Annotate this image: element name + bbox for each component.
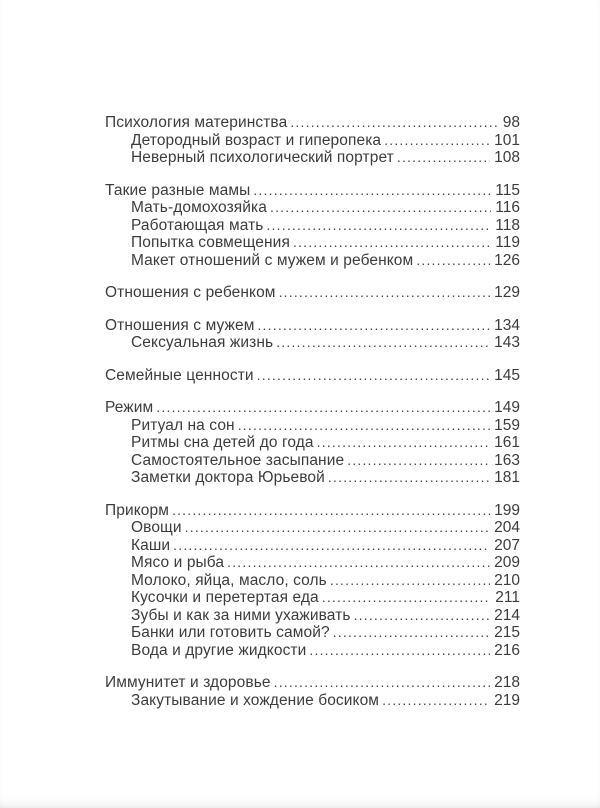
toc-leader-dots (328, 469, 490, 487)
toc-entry (105, 114, 520, 132)
toc-leader-dots (185, 519, 490, 537)
toc-entry-title: Макет отношений с мужем и ребенком (131, 251, 414, 269)
toc-entry (105, 317, 520, 335)
toc-section (105, 284, 520, 302)
toc-entry-page-number: 159 (494, 416, 520, 434)
toc-entry-page-number: 98 (502, 114, 520, 131)
toc-entry-page-number: 108 (494, 149, 520, 166)
toc-leader-dots (257, 367, 490, 385)
toc-entry (105, 502, 520, 520)
toc-leader-dots (156, 399, 490, 417)
toc-entry-title: Зубы и как за ними ухаживать (131, 606, 351, 624)
toc-leader-dots (384, 132, 490, 150)
toc-entry-page-number: 163 (494, 451, 520, 469)
toc-entry (105, 252, 520, 270)
toc-entry-page-number: 116 (495, 199, 520, 216)
toc-entry-title: Отношения с мужем (105, 316, 255, 334)
toc-leader-dots (354, 607, 491, 625)
toc-entry-title: Ритуал на сон (131, 416, 235, 434)
toc-entry-title: Банки или готовить самой? (131, 624, 330, 641)
toc-leader-dots (347, 452, 490, 470)
toc-entry-page-number: 214 (494, 606, 520, 624)
toc-entry-page-number: 209 (494, 554, 520, 571)
toc-entry-title: Неверный психологический портрет (131, 149, 394, 166)
toc-leader-dots (382, 692, 490, 710)
toc-entry-page-number: 101 (494, 131, 520, 149)
toc-entry (105, 217, 520, 235)
toc-entry (105, 452, 520, 470)
toc-entry-page-number: 143 (494, 334, 520, 351)
toc-entry-page-number: 211 (495, 589, 520, 606)
toc-entry-title: Психология материнства (105, 114, 288, 131)
toc-section (105, 502, 520, 660)
toc-section (105, 674, 520, 709)
toc-leader-dots (274, 674, 491, 692)
toc-entry (105, 234, 520, 252)
toc-entry-page-number: 199 (494, 501, 520, 519)
toc-entry-title: Попытка совмещения (131, 234, 290, 251)
toc-entry (105, 572, 520, 590)
toc-entry (105, 417, 520, 435)
toc-entry (105, 399, 520, 417)
toc-entry (105, 149, 520, 167)
toc-entry-page-number: 215 (494, 624, 520, 641)
toc-leader-dots (253, 182, 491, 200)
toc-entry-page-number: 118 (495, 216, 520, 234)
toc-entry-title: Мясо и рыба (131, 554, 225, 571)
toc-entry-page-number: 129 (494, 284, 520, 301)
toc-leader-dots (317, 434, 491, 452)
toc-entry-title: Закутывание и хождение босиком (131, 691, 380, 709)
toc-entry-title: Прикорм (105, 501, 169, 519)
toc-entry-page-number: 161 (494, 434, 520, 451)
toc-entry-page-number: 210 (494, 571, 520, 589)
toc-leader-dots (293, 234, 491, 252)
toc-entry-title: Кусочки и перетертая еда (131, 589, 319, 606)
toc-entry-page-number: 126 (494, 251, 520, 269)
toc-leader-dots (322, 589, 492, 607)
toc-leader-dots (173, 537, 490, 555)
toc-section (105, 317, 520, 352)
toc-section (105, 114, 520, 167)
toc-entry-title: Детородный возраст и гиперопека (131, 131, 382, 149)
toc-entry-page-number: 145 (494, 366, 520, 384)
toc-entry (105, 367, 520, 385)
toc-entry (105, 537, 520, 555)
toc-leader-dots (397, 149, 490, 167)
toc-section (105, 182, 520, 270)
toc-leader-dots (309, 642, 490, 660)
toc-leader-dots (227, 554, 490, 572)
toc-entry (105, 132, 520, 150)
toc-entry-title: Ритмы сна детей до года (131, 434, 314, 451)
toc-entry (105, 519, 520, 537)
toc-entry-page-number: 149 (494, 399, 520, 416)
toc-entry-page-number: 216 (494, 641, 520, 659)
toc-leader-dots (290, 114, 498, 132)
toc-entry (105, 182, 520, 200)
toc-entry-page-number: 207 (494, 536, 520, 554)
toc-section (105, 367, 520, 385)
toc-entry (105, 674, 520, 692)
toc-leader-dots (333, 624, 490, 642)
toc-entry (105, 692, 520, 710)
toc-entry-title: Вода и другие жидкости (131, 641, 307, 659)
toc-entry-title: Овощи (131, 519, 182, 536)
toc-entry-title: Режим (105, 399, 154, 416)
toc-entry-title: Сексуальная жизнь (131, 334, 274, 351)
toc-leader-dots (238, 417, 490, 435)
toc-entry-page-number: 219 (494, 691, 520, 709)
toc-entry (105, 589, 520, 607)
toc-entry-title: Отношения с ребенком (105, 284, 276, 301)
toc-entry (105, 434, 520, 452)
toc-entry-title: Самостоятельное засыпание (131, 451, 345, 469)
toc-entry-title: Такие разные мамы (105, 181, 251, 199)
toc-leader-dots (276, 334, 490, 352)
toc-entry-page-number: 204 (494, 519, 520, 536)
toc-entry-page-number: 134 (494, 316, 520, 334)
toc-entry (105, 199, 520, 217)
toc-entry-title: Мать-домохозяйка (131, 199, 267, 216)
toc-entry (105, 607, 520, 625)
toc-leader-dots (416, 252, 490, 270)
toc-leader-dots (279, 284, 491, 302)
toc-entry-page-number: 218 (494, 674, 520, 691)
toc-leader-dots (330, 572, 490, 590)
toc-entry (105, 284, 520, 302)
table-of-contents (105, 114, 520, 709)
toc-entry-title: Молоко, яйца, масло, соль (131, 571, 327, 589)
toc-entry-page-number: 115 (495, 181, 520, 199)
toc-entry-title: Работающая мать (131, 216, 264, 234)
toc-entry-title: Семейные ценности (105, 366, 254, 384)
toc-leader-dots (266, 217, 491, 235)
toc-entry-title: Каши (131, 536, 171, 554)
toc-section (105, 399, 520, 487)
toc-entry-title: Заметки доктора Юрьевой (131, 469, 325, 486)
toc-entry (105, 334, 520, 352)
toc-entry-page-number: 119 (495, 234, 520, 251)
toc-leader-dots (172, 502, 490, 520)
toc-entry-title: Иммунитет и здоровье (105, 674, 271, 691)
toc-entry (105, 554, 520, 572)
toc-entry (105, 642, 520, 660)
toc-entry (105, 624, 520, 642)
toc-leader-dots (270, 199, 491, 217)
toc-leader-dots (257, 317, 490, 335)
toc-entry (105, 469, 520, 487)
toc-entry-page-number: 181 (494, 469, 520, 486)
